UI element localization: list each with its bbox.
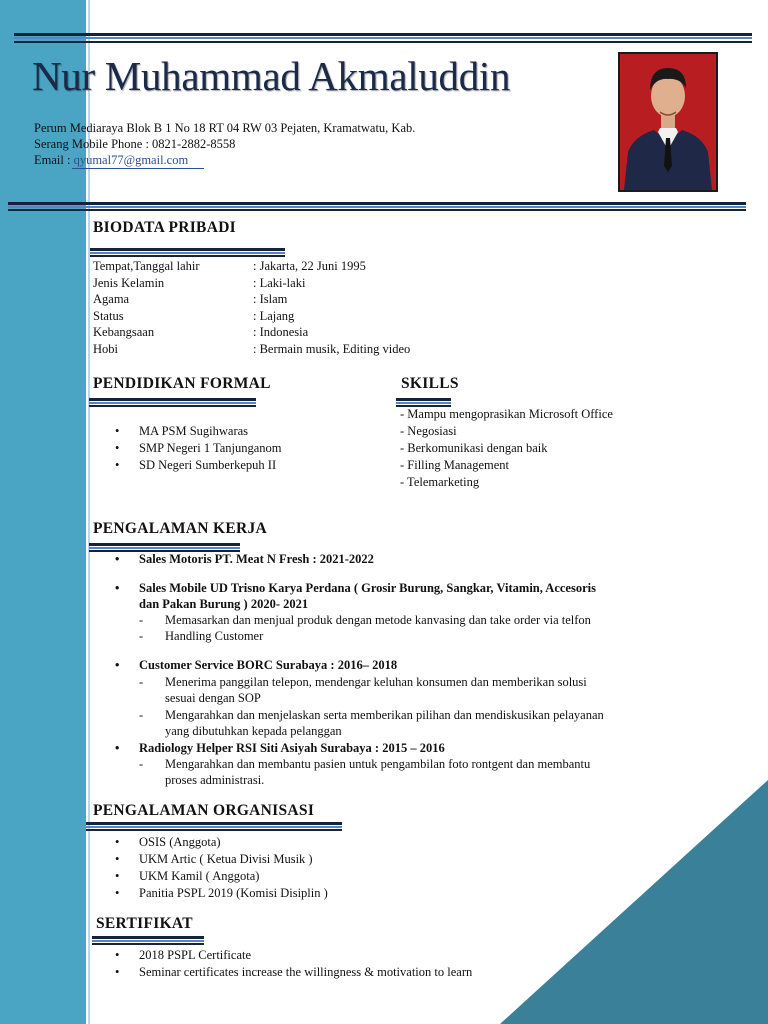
biodata-label: Kebangsaan <box>93 325 155 339</box>
email-link[interactable]: qyumal77@gmail.com <box>73 153 189 167</box>
job-detail: - Memasarkan dan menjual produk dengan metode kanvasing dan take order via telfon <box>139 613 591 627</box>
job-title: • Sales Motoris PT. Meat N Fresh : 2021-2022 <box>139 552 374 567</box>
biodata-label: Status <box>93 308 124 323</box>
sertifikat-underline-accent <box>92 940 204 942</box>
pendidikan-item: • SMP Negeri 1 Tanjunganom <box>139 441 282 456</box>
biodata-row <box>93 275 306 292</box>
biodata-underline-accent <box>90 252 285 254</box>
pendidikan-underline-thin <box>89 405 256 407</box>
header-rule-thin <box>8 209 746 211</box>
top-rule-thin <box>14 41 752 43</box>
skill-item: - Negosiasi <box>400 424 457 438</box>
skills-underline-accent <box>396 402 451 404</box>
job-detail-cont: yang dibutuhkan kepada pelanggan <box>165 724 342 738</box>
skills-heading: SKILLS <box>401 375 459 392</box>
job-detail: - Mengarahkan dan menjelaskan serta memberikan pilihan dan mendiskusikan pelayanan <box>139 708 604 722</box>
biodata-value: : Laki-laki <box>253 275 306 290</box>
biodata-value: : Lajang <box>253 308 295 323</box>
biodata-value: : Islam <box>253 292 288 306</box>
biodata-underline-thin <box>90 255 285 257</box>
kerja-heading: PENGALAMAN KERJA <box>93 520 268 537</box>
email-underline <box>72 168 204 169</box>
organisasi-heading: PENGALAMAN ORGANISASI <box>93 802 315 819</box>
pendidikan-item: • MA PSM Sugihwaras <box>139 424 248 439</box>
biodata-value: : Bermain musik, Editing video <box>253 341 411 356</box>
job-detail: - Menerima panggilan telepon, mendengar keluhan konsumen dan memberikan solusi <box>139 675 587 689</box>
email-label: Email : <box>34 153 74 167</box>
job-title-cont: dan Pakan Burung ) 2020- 2021 <box>139 597 309 611</box>
skill-item: - Filling Management <box>400 458 510 472</box>
sertifikat-underline-thin <box>92 943 204 945</box>
skill-item: - Mampu mengoprasikan Microsoft Office <box>400 407 613 421</box>
pendidikan-item: • SD Negeri Sumberkepuh II <box>139 458 276 473</box>
biodata-value: : Indonesia <box>253 325 309 339</box>
header-rule-accent <box>8 206 746 208</box>
sertifikat-heading: SERTIFIKAT <box>96 915 193 932</box>
address-line: Perum Mediaraya Blok B 1 No 18 RT 04 RW 03 Pejaten, Kramatwatu, Kab. <box>34 121 416 135</box>
profile-photo <box>618 52 718 192</box>
email-line <box>34 152 188 168</box>
sertifikat-item: • 2018 PSPL Certificate <box>139 948 251 963</box>
biodata-value: : Jakarta, 22 Juni 1995 <box>253 259 366 273</box>
top-rule-accent <box>14 37 752 39</box>
biodata-label: Jenis Kelamin <box>93 275 165 290</box>
job-title: • Customer Service BORC Surabaya : 2016– 2018 <box>139 658 397 673</box>
sertifikat-item: • Seminar certificates increase the willingness & motivation to learn <box>139 965 472 980</box>
job-detail: - Handling Customer <box>139 629 264 643</box>
pendidikan-heading: PENDIDIKAN FORMAL <box>93 375 271 392</box>
kerja-underline <box>89 543 240 546</box>
pendidikan-underline-accent <box>89 402 256 404</box>
job-detail: - Mengarahkan dan membantu pasien untuk pengambilan foto rontgent dan membantu <box>139 757 591 771</box>
biodata-label: Agama <box>93 292 130 306</box>
biodata-row <box>93 308 295 325</box>
organisasi-underline-thin <box>86 829 342 831</box>
biodata-row <box>93 291 288 308</box>
skills-underline <box>396 398 451 401</box>
biodata-heading: BIODATA PRIBADI <box>93 219 237 236</box>
organisasi-item: • UKM Artic ( Ketua Divisi Musik ) <box>139 852 313 867</box>
person-portrait-icon <box>620 54 716 190</box>
biodata-label: Hobi <box>93 341 118 356</box>
organisasi-item: • Panitia PSPL 2019 (Komisi Disiplin ) <box>139 886 328 901</box>
biodata-row <box>93 258 366 275</box>
organisasi-item: • OSIS (Anggota) <box>139 835 221 850</box>
full-name: Nur Muhammad Akmaluddin <box>32 53 511 99</box>
job-title: • Sales Mobile UD Trisno Karya Perdana ( Grosir Burung, Sangkar, Vitamin, Accesoris <box>139 581 596 596</box>
kerja-underline-accent <box>89 547 240 549</box>
organisasi-item: • UKM Kamil ( Anggota) <box>139 869 259 884</box>
organisasi-underline <box>86 822 342 825</box>
sertifikat-underline <box>92 936 204 939</box>
skill-item: - Telemarketing <box>400 475 480 489</box>
phone-line: Serang Mobile Phone : 0821-2882-8558 <box>34 137 236 151</box>
skill-item: - Berkomunikasi dengan baik <box>400 441 548 455</box>
pendidikan-underline <box>89 398 256 401</box>
biodata-table <box>93 258 411 357</box>
corner-triangle <box>500 780 768 1024</box>
biodata-underline <box>90 248 285 251</box>
organisasi-underline-accent <box>86 826 342 828</box>
biodata-row <box>93 341 411 358</box>
biodata-label: Tempat,Tanggal lahir <box>93 259 200 273</box>
header-rule <box>8 202 746 205</box>
job-detail-cont: proses administrasi. <box>165 773 265 787</box>
job-title: • Radiology Helper RSI Siti Asiyah Surabaya : 2015 – 2016 <box>139 741 445 756</box>
job-detail-cont: sesuai dengan SOP <box>165 691 261 705</box>
top-rule <box>14 33 752 36</box>
biodata-row <box>93 324 309 341</box>
